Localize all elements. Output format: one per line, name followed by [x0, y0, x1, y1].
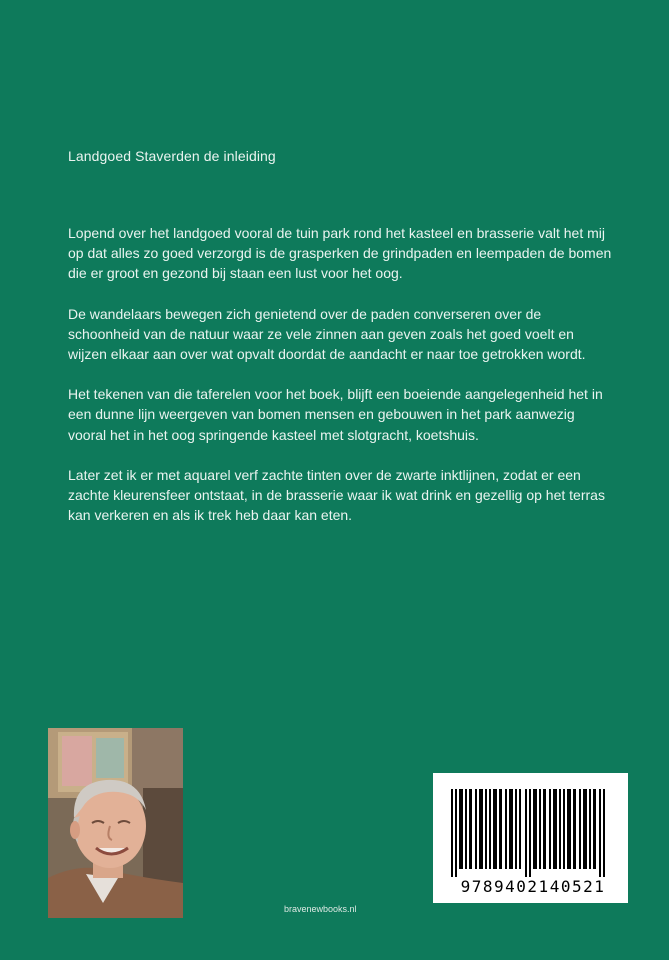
paragraph-1: Lopend over het landgoed vooral de tuin park rond het kasteel en brasserie valt het mij op dat alles zo goed verzorgd is de grasperken de grindpaden en leempaden de bomen die er groot en gezond bij staan een lust voor het oog. [68, 225, 612, 282]
page-title: Landgoed Staverden de inleiding [68, 148, 276, 164]
body-text [68, 223, 613, 545]
author-photo [48, 728, 183, 918]
barcode [433, 773, 628, 903]
barcode-bars [451, 789, 611, 877]
paragraph-2: De wandelaars bewegen zich genietend over de paden converseren over de schoonheid van de natuur waar ze vele zinnen aan geven zoals het goed voelt en wijzen elkaar aan over wat opvalt doordat de aandacht er naar toe getrokken wordt. [68, 305, 586, 363]
paragraph-3: Het tekenen van die taferelen voor het boek, blijft een boeiende aangelegenheid het in een dunne lijn weergeven van bomen mensen en gebouwen in het park aanwezig vooral het in het oog springende kasteel met slotgracht, koetshuis. [68, 386, 603, 443]
isbn-number: 9789402140521 [460, 877, 606, 896]
paragraph-4: Later zet ik er met aquarel verf zachte tinten over de zwarte inktlijnen, zodat er een zachte kleurensfeer ontstaat, in de brasserie waar ik wat drink en gezellig op het terras kan verkeren en als ik trek heb daar kan eten. [68, 466, 605, 524]
publisher-website: bravenewbooks.nl [284, 904, 357, 914]
